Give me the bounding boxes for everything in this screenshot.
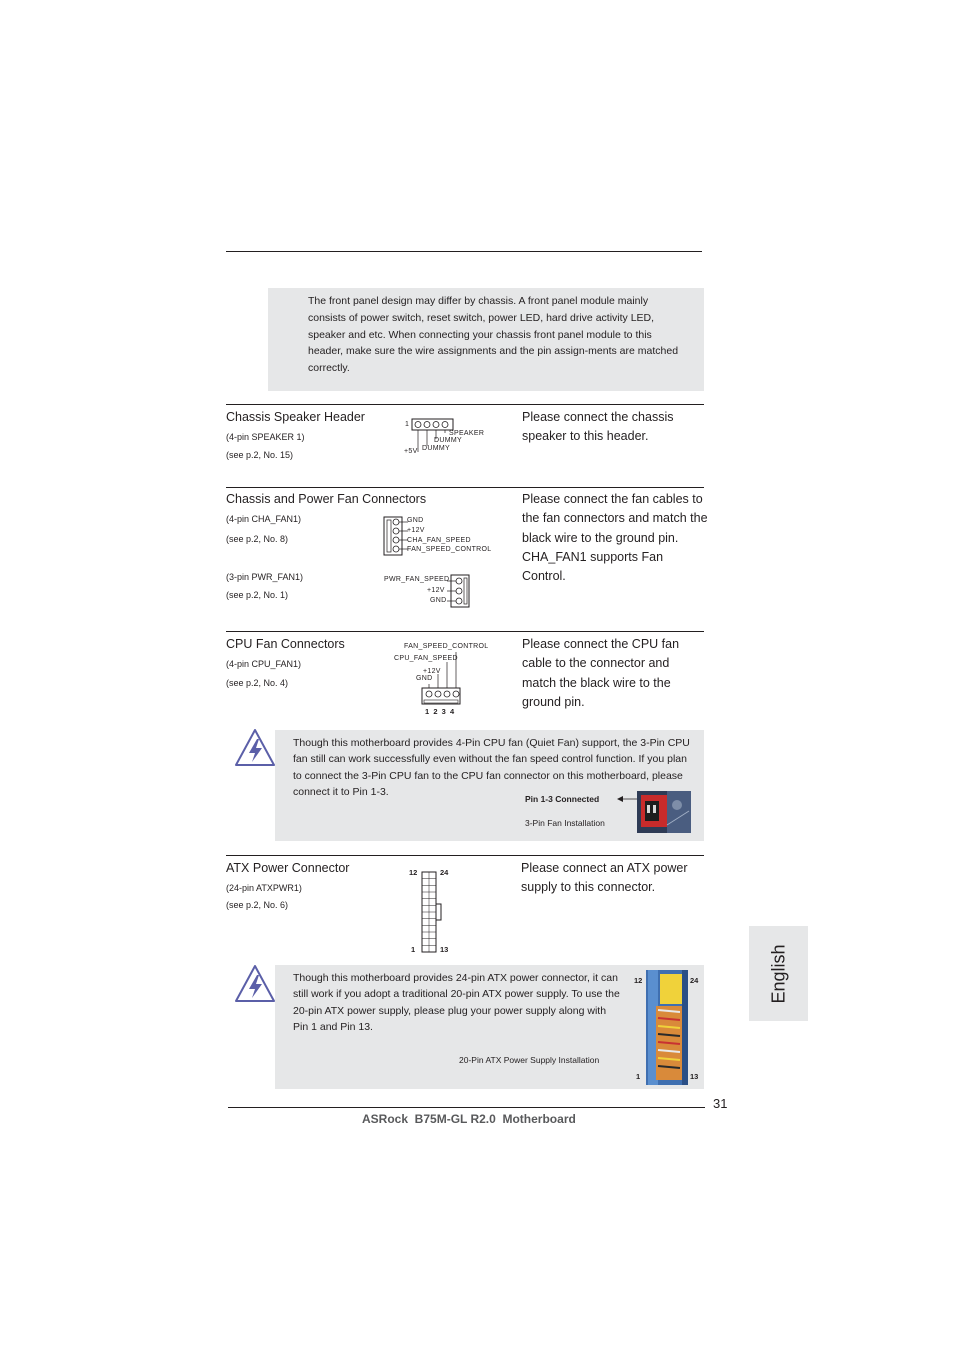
fan-description: Please connect the fan cables to the fan connectors and match the black wire to the ground pin. CHA_FAN1 supports Fan Control. bbox=[522, 492, 708, 584]
fan-title: Chassis and Power Fan Connectors bbox=[226, 492, 427, 506]
atx-photo-12: 12 bbox=[634, 976, 643, 985]
cpu-fan-description: Please connect the CPU fan cable to the connector and match the black wire to the ground pin. bbox=[522, 637, 680, 709]
atx-photo-24: 24 bbox=[690, 976, 699, 985]
cpu-fan-pin-numbers: 1 2 3 4 bbox=[425, 707, 455, 716]
atx-see-ref: (see p.2, No. 6) bbox=[226, 900, 289, 910]
arrow-left-icon bbox=[616, 794, 638, 804]
cpu-fan-speed: CPU_FAN_SPEED bbox=[394, 655, 458, 662]
atx-rule bbox=[226, 855, 704, 856]
atx-pin-label: (24-pin ATXPWR1) bbox=[226, 883, 302, 893]
language-tab bbox=[749, 926, 808, 1021]
speaker-description: Please connect the chassis speaker to this header. bbox=[522, 410, 674, 444]
speaker-diagram-speaker: SPEAKER bbox=[449, 430, 485, 437]
cpu-fan-gnd: GND bbox=[416, 675, 433, 682]
atx-diagram-24: 24 bbox=[440, 868, 449, 877]
pwr-fan-12v: +12V bbox=[427, 587, 445, 594]
front-panel-note-text: The front panel design may differ by chassis. A front panel module mainly consists of power switch, reset switch, power LED, hard drive activity LED, speaker and etc. When connecting your chassis front panel module to this header, make sure the wire assignments and the pin assign-ments are matched correctly. bbox=[308, 295, 679, 375]
atx-photo-1: 1 bbox=[636, 1072, 641, 1081]
cha-fan-gnd: GND bbox=[407, 517, 424, 524]
speaker-diagram-dummy2: DUMMY bbox=[422, 445, 450, 452]
language-tab-label: English bbox=[768, 943, 788, 1004]
atx-install-photo bbox=[646, 970, 688, 1085]
cpu-fan-title: CPU Fan Connectors bbox=[226, 637, 345, 651]
cha-fan-see-ref: (see p.2, No. 8) bbox=[226, 534, 289, 544]
cpu-fan-control: FAN_SPEED_CONTROL bbox=[404, 643, 489, 650]
cpu-fan-install-caption: 3-Pin Fan Installation bbox=[525, 818, 605, 828]
speaker-rule bbox=[226, 404, 704, 405]
speaker-diagram-5v: +5V bbox=[404, 448, 418, 455]
fan-rule bbox=[226, 487, 704, 488]
cha-fan-control: FAN_SPEED_CONTROL bbox=[407, 546, 492, 553]
atx-diagram-13: 13 bbox=[440, 945, 449, 954]
cpu-fan-pin-label: (4-pin CPU_FAN1) bbox=[226, 659, 302, 669]
speaker-pin-label: (4-pin SPEAKER 1) bbox=[226, 432, 305, 442]
atx-photo-13: 13 bbox=[690, 1072, 699, 1081]
cpu-fan-install-photo bbox=[637, 791, 691, 833]
speaker-diagram-dummy1: DUMMY bbox=[434, 437, 462, 444]
pwr-fan-see-ref: (see p.2, No. 1) bbox=[226, 590, 289, 600]
page-number: 31 bbox=[713, 1096, 728, 1111]
cpu-pin-connected-label: Pin 1-3 Connected bbox=[525, 794, 600, 804]
atx-install-caption: 20-Pin ATX Power Supply Installation bbox=[459, 1055, 600, 1065]
speaker-diagram-pin1: 1 bbox=[405, 421, 410, 428]
cha-fan-pin-label: (4-pin CHA_FAN1) bbox=[226, 514, 302, 524]
pwr-fan-speed: PWR_FAN_SPEED bbox=[384, 576, 450, 583]
atx-diagram-1: 1 bbox=[411, 945, 416, 954]
speaker-see-ref: (see p.2, No. 15) bbox=[226, 450, 294, 460]
atx-connector-diagram bbox=[420, 870, 444, 954]
cpu-fan-12v: +12V bbox=[423, 668, 441, 675]
cpu-fan-rule bbox=[226, 631, 704, 632]
top-rule bbox=[226, 251, 702, 252]
cha-fan-speed: CHA_FAN_SPEED bbox=[407, 537, 471, 544]
pwr-fan-diagram bbox=[446, 574, 474, 610]
warning-icon bbox=[234, 964, 276, 1004]
speaker-title: Chassis Speaker Header bbox=[226, 410, 365, 424]
cha-fan-12v: +12V bbox=[407, 527, 425, 534]
warning-icon bbox=[234, 728, 276, 768]
pwr-fan-gnd: GND bbox=[430, 597, 447, 604]
atx-description: Please connect an ATX power supply to this connector. bbox=[521, 861, 688, 895]
pwr-fan-pin-label: (3-pin PWR_FAN1) bbox=[226, 572, 304, 582]
cpu-warning-text: Though this motherboard provides 4-Pin CPU fan (Quiet Fan) support, the 3-Pin CPU fan still can work successfully even without the fan speed control function. If you plan to connect the 3-Pin CPU fan to the CPU fan connector on this motherboard, please connect it to Pin 1-3. bbox=[293, 737, 690, 798]
atx-warning-text: Though this motherboard provides 24-pin ATX power connector, it can still work if you adopt a traditional 20-pin ATX power supply. To use the 20-pin ATX power supply, please plug your power supply along with Pin 1 and Pin 13. bbox=[293, 972, 620, 1033]
footer-rule bbox=[228, 1107, 705, 1108]
cpu-fan-see-ref: (see p.2, No. 4) bbox=[226, 678, 289, 688]
atx-title: ATX Power Connector bbox=[226, 861, 350, 875]
atx-diagram-12: 12 bbox=[409, 868, 418, 877]
footer-model: ASRock B75M-GL R2.0 Motherboard bbox=[362, 1112, 576, 1126]
